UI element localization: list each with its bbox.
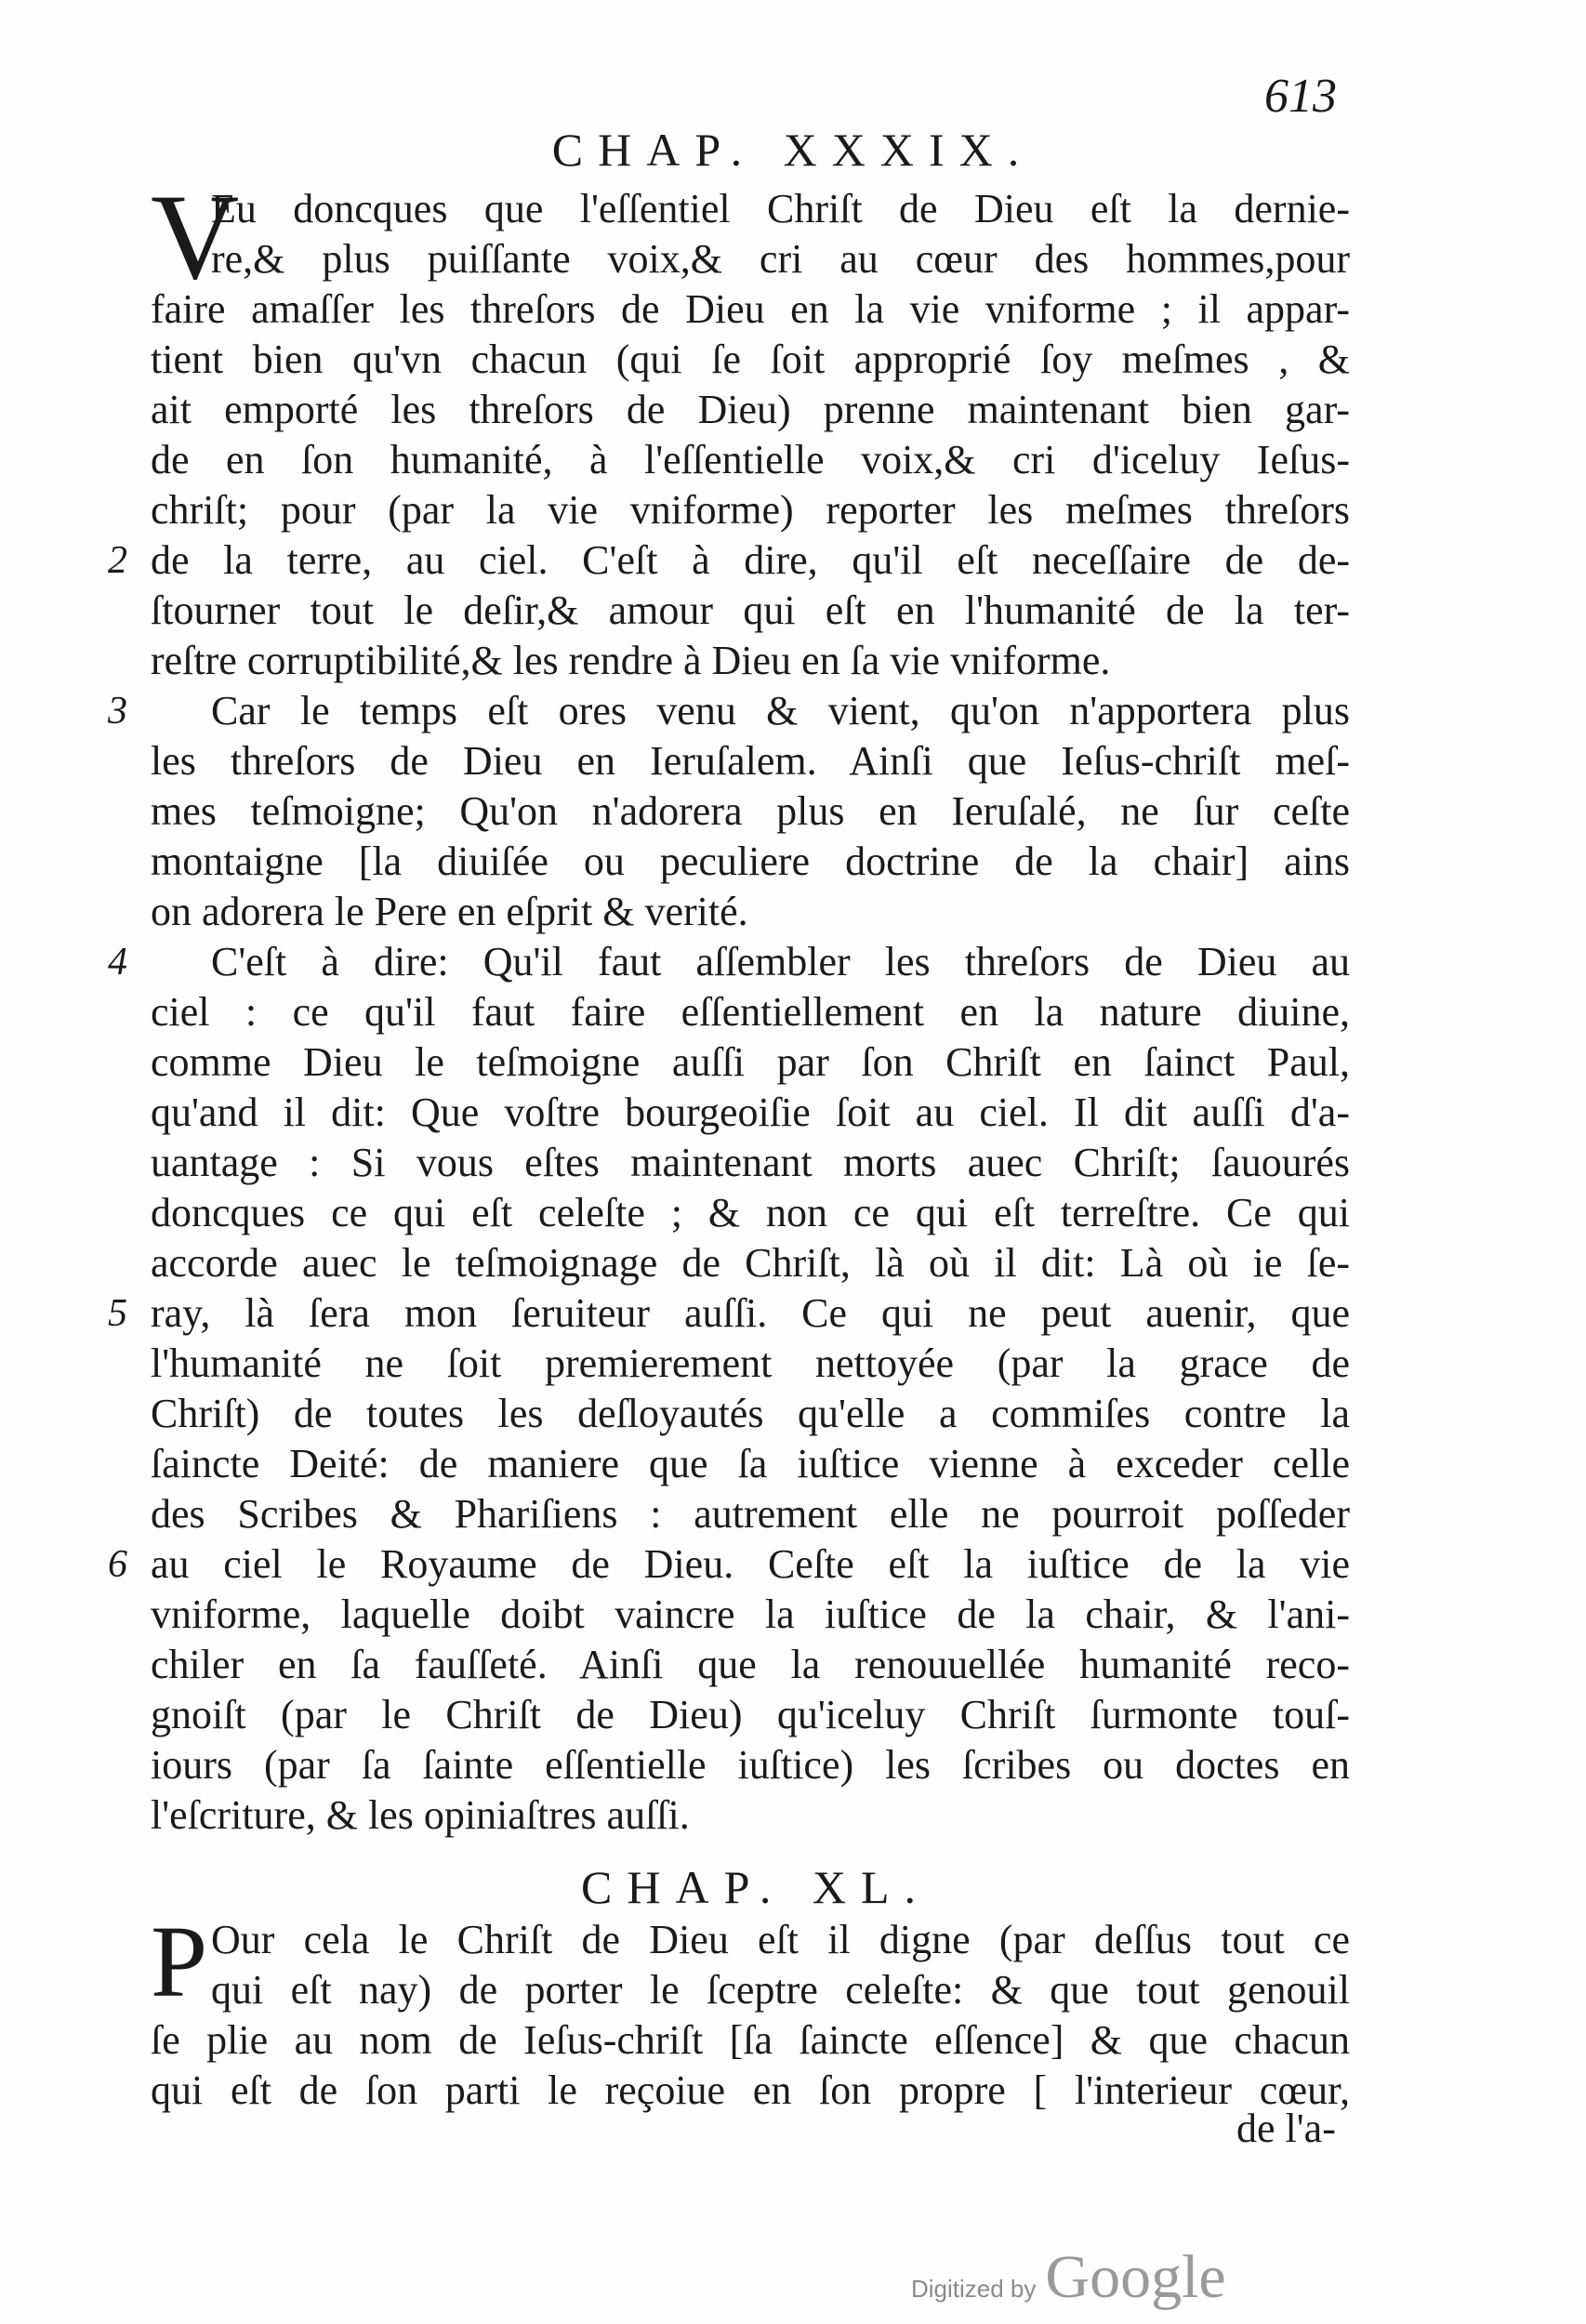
text-line: mes teſmoigne; Qu'on n'adorera plus en Ieruſalé, ne ſur ceſte bbox=[151, 788, 1350, 834]
text-line: Our cela le Chriſt de Dieu eſt il digne (par deſſus tout ce bbox=[211, 1917, 1350, 1962]
text-line: de la terre, au ciel. C'eſt à dire, qu'il eſt neceſſaire de de- bbox=[151, 537, 1350, 583]
text-line: doncques ce qui eſt celeſte ; & non ce qui eſt terreſtre. Ce qui bbox=[151, 1190, 1350, 1235]
chapter-heading: CHAP. XL. bbox=[581, 1861, 931, 1913]
verse-number: 6 bbox=[108, 1543, 127, 1586]
text-line: Chriſt) de toutes les deſloyautés qu'elle a commiſes contre la bbox=[151, 1391, 1350, 1436]
text-line: uantage : Si vous eſtes maintenant morts auec Chriſt; ſauourés bbox=[151, 1140, 1350, 1185]
text-line: re,& plus puiſſante voix,& cri au cœur des hommes,pour bbox=[211, 236, 1350, 282]
text-line: l'humanité ne ſoit premierement nettoyée (par la grace de bbox=[151, 1340, 1350, 1386]
text-line: des Scribes & Phariſiens : autrement elle ne pourroit poſſeder bbox=[151, 1491, 1350, 1537]
text-line: faire amaſſer les threſors de Dieu en la vie vniforme ; il appar- bbox=[151, 286, 1350, 332]
google-logo: Google bbox=[1045, 2243, 1226, 2311]
drop-capital: P bbox=[151, 1905, 208, 2018]
text-line: comme Dieu le teſmoigne auſſi par ſon Chriſt en ſainct Paul, bbox=[151, 1039, 1350, 1085]
chapter-body bbox=[151, 168, 1350, 1841]
verse-number: 3 bbox=[108, 690, 127, 733]
text-line: de en ſon humanité, à l'eſſentielle voix,& cri d'iceluy Ieſus- bbox=[151, 437, 1350, 482]
text-line: ſe plie au nom de Ieſus-chriſt [ſa ſaincte eſſence] & que chacun bbox=[151, 2017, 1350, 2063]
text-line: Car le temps eſt ores venu & vient, qu'on n'apportera plus bbox=[211, 688, 1350, 733]
text-line: qui eſt de ſon parti le reçoiue en ſon propre [ l'interieur cœur, bbox=[151, 2067, 1350, 2113]
text-line: ciel : ce qu'il faut faire eſſentiellement en la nature diuine, bbox=[151, 989, 1350, 1035]
text-line: on adorera le Pere en eſprit & verité. bbox=[151, 889, 748, 934]
verse-number: 4 bbox=[108, 941, 127, 984]
text-line: vniforme, laquelle doibt vaincre la iuſtice de la chair, & l'ani- bbox=[151, 1591, 1350, 1637]
digitized-watermark bbox=[911, 2242, 1226, 2313]
digitized-by-label: Digitized by bbox=[911, 2275, 1037, 2303]
text-line: qu'and il dit: Que voſtre bourgeoiſie ſoit au ciel. Il dit auſſi d'a- bbox=[151, 1089, 1350, 1135]
text-line: C'eſt à dire: Qu'il faut aſſembler les threſors de Dieu au bbox=[211, 939, 1350, 984]
verse-number: 5 bbox=[108, 1292, 127, 1335]
chapter-body bbox=[151, 1905, 1350, 2116]
text-line: reſtre corruptibilité,& les rendre à Dieu en ſa vie vniforme. bbox=[151, 638, 1111, 683]
text-line: l'eſcriture, & les opiniaſtres auſſi. bbox=[151, 1792, 690, 1838]
text-line: chriſt; pour (par la vie vniforme) reporter les meſmes threſors bbox=[151, 487, 1350, 533]
text-line: ſaincte Deité: de maniere que ſa iuſtice vienne à exceder celle bbox=[151, 1441, 1350, 1486]
text-line: iours (par ſa ſainte eſſentielle iuſtice) les ſcribes ou doctes en bbox=[151, 1742, 1350, 1788]
text-line: au ciel le Royaume de Dieu. Ceſte eſt la iuſtice de la vie bbox=[151, 1541, 1350, 1587]
text-line: montaigne [la diuiſée ou peculiere doctrine de la chair] ains bbox=[151, 838, 1350, 884]
page-number: 613 bbox=[1264, 70, 1337, 123]
text-line: Eu doncques que l'eſſentiel Chriſt de Dieu eſt la dernie- bbox=[211, 186, 1350, 231]
text-line: gnoiſt (par le Chriſt de Dieu) qu'iceluy Chriſt ſurmonte touſ- bbox=[151, 1692, 1350, 1737]
text-line: tient bien qu'vn chacun (qui ſe ſoit approprié ſoy meſmes , & bbox=[151, 337, 1350, 382]
drop-capital: V bbox=[151, 168, 240, 305]
chapter-heading: CHAP. XXXIX. bbox=[551, 124, 1035, 176]
text-line: ray, là ſera mon ſeruiteur auſſi. Ce qui ne peut auenir, que bbox=[151, 1290, 1350, 1336]
catchword: de l'a- bbox=[1236, 2106, 1336, 2151]
text-line: qui eſt nay) de porter le ſceptre celeſte: & que tout genouil bbox=[211, 1967, 1350, 2013]
text-line: ſtourner tout le deſir,& amour qui eſt en l'humanité de la ter- bbox=[151, 588, 1350, 633]
text-line: accorde auec le teſmoignage de Chriſt, là où il dit: Là où ie ſe- bbox=[151, 1240, 1350, 1286]
verse-number: 2 bbox=[108, 539, 127, 582]
text-line: chiler en ſa fauſſeté. Ainſi que la renouuellée humanité reco- bbox=[151, 1642, 1350, 1687]
text-line: ait emporté les threſors de Dieu) prenne maintenant bien gar- bbox=[151, 387, 1350, 432]
text-line: les threſors de Dieu en Ieruſalem. Ainſi que Ieſus-chriſt meſ- bbox=[151, 738, 1350, 784]
